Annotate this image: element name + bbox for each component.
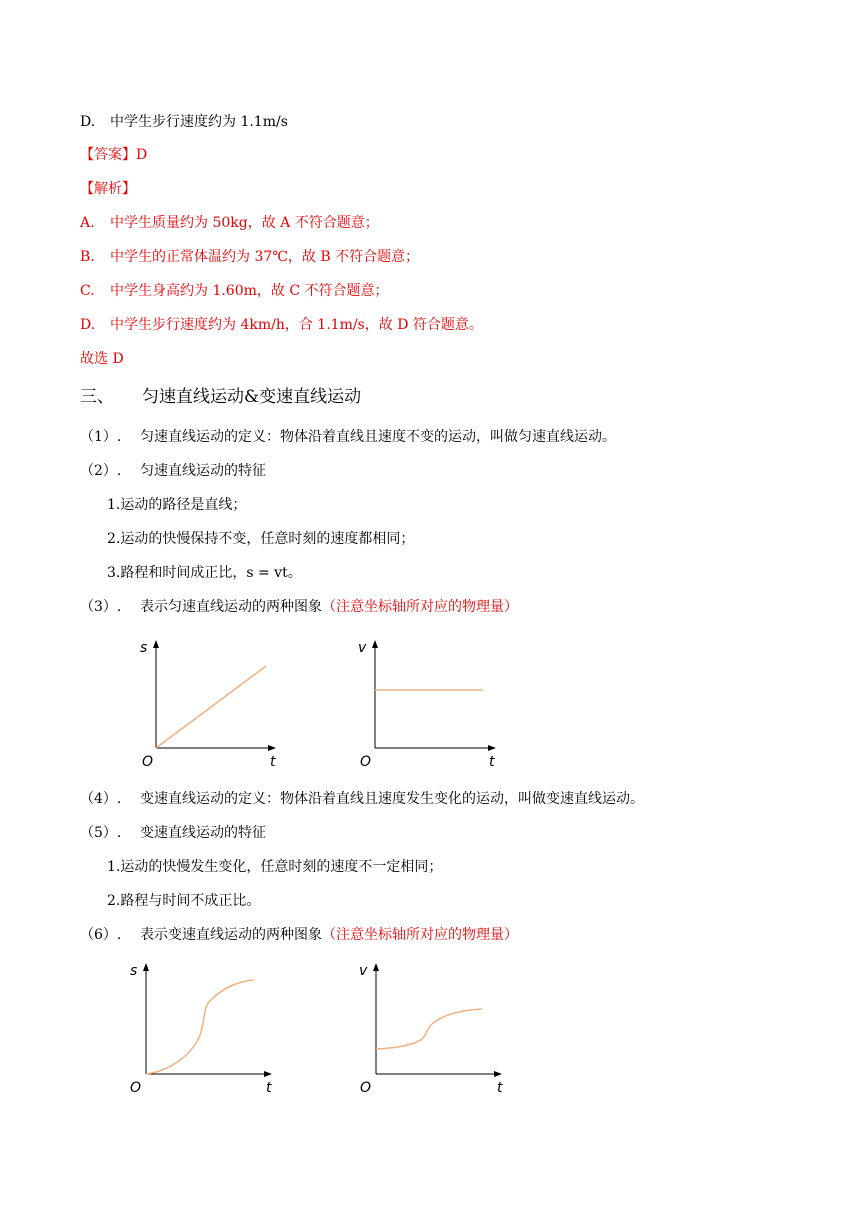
x-axis-label: t: [497, 1080, 503, 1095]
origin-label: O: [142, 754, 154, 770]
point-text: 表示匀速直线运动的两种图象: [140, 599, 322, 615]
origin-label: O: [130, 1080, 142, 1095]
uniform-v-t-graph: [350, 632, 510, 772]
v-t-curve: [376, 1009, 482, 1049]
variable-s-t-graph: [120, 955, 290, 1095]
y-axis-label: s: [140, 640, 148, 656]
point-3: [80, 597, 518, 617]
x-axis-label: t: [489, 754, 495, 770]
point-text: 匀速直线运动的特征: [140, 463, 266, 479]
analysis-text: 中学生质量约为 50kg，故 A 不符合题意；: [110, 215, 379, 231]
point-1: [80, 427, 616, 447]
analysis-title: 【解析】: [80, 181, 136, 197]
y-axis-arrow: [153, 640, 159, 648]
analysis-label: D.: [80, 317, 96, 333]
option-text: 中学生步行速度约为 1.1m/s: [110, 114, 288, 130]
section-number: 三、: [80, 387, 114, 407]
uniform-feature: 2.运动的快慢保持不变，任意时刻的速度都相同；: [107, 531, 415, 547]
conclusion: 故选 D: [80, 351, 124, 367]
x-axis-arrow: [264, 1071, 272, 1077]
variable-feature: 2.路程与时间不成正比。: [107, 893, 261, 909]
section-heading: [80, 385, 361, 409]
s-t-curve: [146, 980, 254, 1074]
analysis-text: 中学生身高约为 1.60m，故 C 不符合题意；: [110, 283, 389, 299]
analysis-item: [80, 281, 389, 301]
point-text: 变速直线运动的定义：物体沿着直线且速度发生变化的运动，叫做变速直线运动。: [140, 791, 644, 807]
variable-feature: 1.运动的快慢发生变化，任意时刻的速度不一定相同；: [107, 859, 443, 875]
section-title: 匀速直线运动&变速直线运动: [142, 387, 362, 407]
analysis-label: C.: [80, 283, 95, 299]
point-text: 表示变速直线运动的两种图象: [140, 927, 322, 943]
x-axis-arrow: [488, 745, 496, 751]
origin-label: O: [360, 1080, 372, 1095]
point-5: [80, 823, 266, 843]
analysis-item: [80, 315, 483, 335]
point-number: （2）.: [80, 463, 122, 479]
origin-label: O: [360, 754, 372, 770]
point-text: 匀速直线运动的定义：物体沿着直线且速度不变的运动，叫做匀速直线运动。: [140, 429, 616, 445]
point-text: 变速直线运动的特征: [140, 825, 266, 841]
y-axis-label: v: [358, 640, 367, 656]
point-number: （1）.: [80, 429, 122, 445]
option-label: D.: [80, 114, 96, 130]
y-axis-label: v: [359, 963, 368, 979]
point-number: （3）.: [80, 599, 122, 615]
analysis-label: B.: [80, 249, 95, 265]
analysis-item: [80, 247, 419, 267]
y-axis-label: s: [130, 963, 138, 979]
answer-line: 【答案】D: [80, 147, 148, 163]
uniform-s-t-graph: [130, 632, 290, 772]
y-axis-arrow: [143, 963, 149, 971]
point-number: （6）.: [80, 927, 122, 943]
point-4: [80, 789, 644, 809]
uniform-feature: 3.路程和时间成正比，s = vt。: [107, 565, 302, 581]
option-d: [80, 112, 288, 132]
x-axis-arrow: [494, 1071, 502, 1077]
y-axis-arrow: [372, 640, 378, 648]
point-2: [80, 461, 266, 481]
point-number: （5）.: [80, 825, 122, 841]
uniform-feature: 1.运动的路径是直线；: [107, 497, 247, 513]
x-axis-label: t: [266, 1080, 272, 1095]
point-number: （4）.: [80, 791, 122, 807]
x-axis-arrow: [268, 745, 276, 751]
s-t-line: [156, 666, 266, 748]
point-6: [80, 925, 518, 945]
analysis-text: 中学生的正常体温约为 37℃，故 B 不符合题意；: [110, 249, 420, 265]
variable-v-t-graph: [352, 955, 522, 1095]
point-note: （注意坐标轴所对应的物理量）: [322, 927, 518, 943]
analysis-label: A.: [80, 215, 95, 231]
x-axis-label: t: [270, 754, 276, 770]
y-axis-arrow: [373, 963, 379, 971]
analysis-item: [80, 213, 379, 233]
analysis-text: 中学生步行速度约为 4km/h，合 1.1m/s，故 D 符合题意。: [110, 317, 483, 333]
point-note: （注意坐标轴所对应的物理量）: [322, 599, 518, 615]
